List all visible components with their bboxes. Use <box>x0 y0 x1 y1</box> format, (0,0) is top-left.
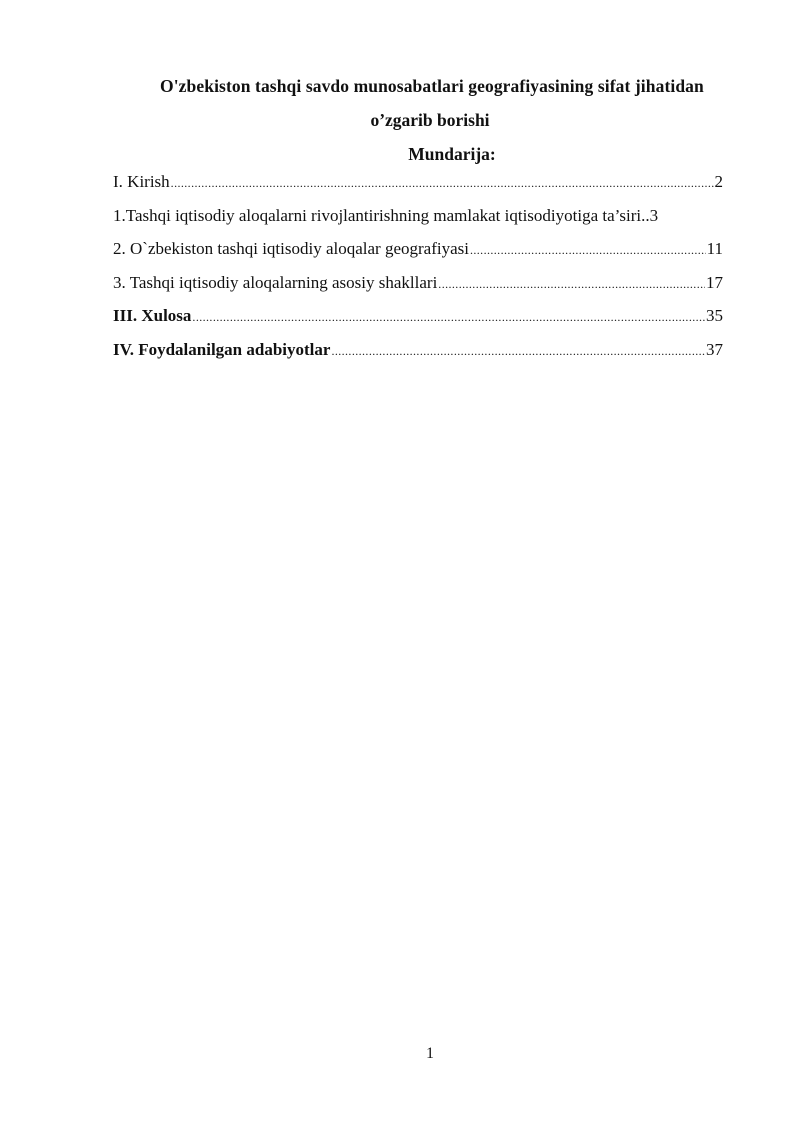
toc-leader-dots <box>438 277 705 292</box>
toc-entry-xulosa <box>113 306 723 340</box>
toc-entry-page: 17 <box>706 272 723 292</box>
document-title-line-2: o’zgarib borishi <box>370 110 490 130</box>
document-title-line-1: O'zbekiston tashqi savdo munosabatlari geografiyasining sifat jihatidan <box>160 76 704 96</box>
toc-entry-asosiy-shakllari <box>113 273 723 307</box>
toc-entry-label: IV. Foydalanilgan adabiyotlar <box>113 339 331 359</box>
table-of-contents <box>113 172 723 373</box>
toc-entry-label: I. Kirish <box>113 172 170 191</box>
toc-leader-dots <box>470 243 706 258</box>
toc-entry-page: 11 <box>706 239 723 258</box>
toc-entry-page: 2 <box>714 172 723 191</box>
toc-entry-label: 3. Tashqi iqtisodiy aloqalarning asosiy shakllari <box>113 272 438 292</box>
toc-leader-dots <box>192 310 705 325</box>
toc-entry-page: 37 <box>706 339 723 359</box>
toc-entry-foydalanilgan-adabiyotlar <box>113 340 723 374</box>
toc-leader-dots <box>171 176 714 191</box>
toc-entry-geografiyasi <box>113 239 723 273</box>
toc-entry-label: 2. O`zbekiston tashqi iqtisodiy aloqalar geografiyasi <box>113 239 469 258</box>
toc-entry-kirish <box>113 172 723 206</box>
toc-entry-tashqi-iqtisodiy-aloqalar-tasiri <box>113 206 723 240</box>
page-number: 1 <box>426 1045 434 1062</box>
toc-entry-page: 35 <box>706 306 723 325</box>
toc-entry-page: 3 <box>649 205 659 225</box>
toc-heading: Mundarija: <box>408 144 496 164</box>
toc-leader-dots <box>331 344 705 359</box>
toc-entry-label: 1.Tashqi iqtisodiy aloqalarni rivojlantirishning mamlakat iqtisodiyotiga ta’siri.. <box>113 205 650 225</box>
toc-entry-label: III. Xulosa <box>113 306 192 325</box>
